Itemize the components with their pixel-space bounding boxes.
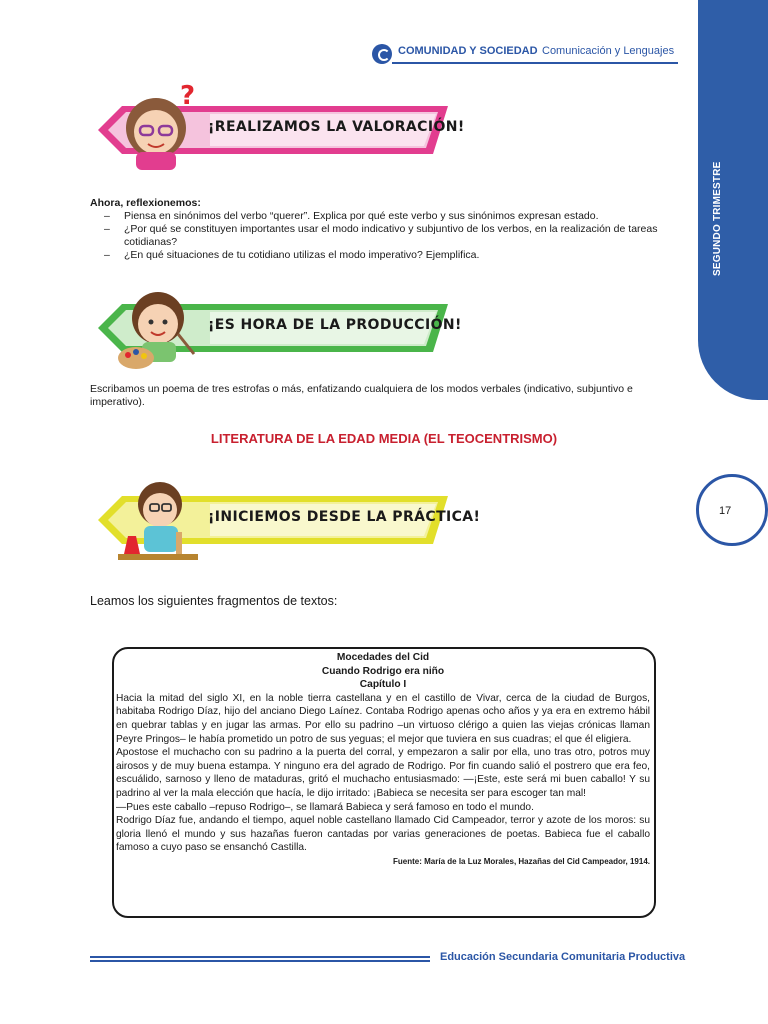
- banner-title-practica: ¡INICIEMOS DESDE LA PRÁCTICA!: [208, 509, 481, 525]
- list-item: – Piensa en sinónimos del verbo “querer”. Explica por qué este verbo y sus sinónimos expresan estado.: [104, 210, 684, 223]
- banner-practica: [90, 482, 481, 552]
- banner-title-valoracion: ¡REALIZAMOS LA VALORACIÓN!: [208, 119, 465, 135]
- banner-valoracion: [90, 84, 465, 162]
- trimester-tab: [698, 0, 768, 400]
- reading-content: [116, 651, 650, 868]
- reading-paragraph: Apostose el muchacho con su padrino a la puerta del corral, y empezaron a salir por ella, uno tras otro, potros muy airosos y de muy buena estampa. Y ninguno era del agrado de Rodrigo. Por fin cuando salió el postrero que era feo, escuálido, sarnoso y lleno de mataduras, gritó el muchacho entusiasmado: —¡Este, este será mi buen caballo! Y su padrino al ver la mala elección que hacía, le dijo irritado: ¡Babieca se necesita ser para escoger tan mal!: [116, 747, 650, 799]
- section-heading: LITERATURA DE LA EDAD MEDIA (EL TEOCENTRISMO): [210, 431, 558, 446]
- reading-subtitle: Cuando Rodrigo era niño: [321, 665, 445, 677]
- page-number: 17: [719, 505, 732, 517]
- girl-thinking-icon: [114, 84, 204, 172]
- header-subject: Comunicación y Lenguajes: [542, 45, 675, 57]
- reading-source: Fuente: María de la Luz Morales, Hazañas del Cid Campeador, 1914.: [393, 856, 650, 866]
- footer-text: Educación Secundaria Comunitaria Productiva: [440, 951, 686, 963]
- reading-paragraph: Hacia la mitad del siglo XI, en la noble tierra castellana y en el castillo de Vivar, cerca de la ciudad de Burgos, habitaba Rodrigo Díaz, hijo del anciano Diego Laínez. Contaba Rodrigo apenas ocho años y ya era en extremo hábil en quebrar tablas y en jugar las armas. Por ello su padrino –un virtuoso clérigo a quien las viejas crónicas llaman Peyre Pringos– le había prometido un potro de sus yeguas; el mejor que tuviera en sus cuadras; el que él eligiera.: [116, 692, 650, 745]
- header-divider: [392, 62, 678, 64]
- reflect-list: [104, 210, 684, 262]
- svg-text:?: ?: [180, 84, 196, 111]
- page-number-badge: [696, 474, 768, 546]
- page-header: [372, 42, 678, 66]
- reflect-title: Ahora, reflexionemos:: [90, 197, 201, 209]
- reading-title: Mocedades del Cid: [336, 652, 430, 663]
- list-item: – ¿Por qué se constituyen importantes usar el modo indicativo y subjuntivo de los verbos, en la realización de tareas cotidianas?: [104, 223, 684, 249]
- reading-paragraph: —Pues este caballo –repuso Rodrigo–, se llamará Babieca y será famoso en todo el mundo.: [116, 801, 534, 813]
- reading-paragraph: Rodrigo Díaz fue, andando el tiempo, aquel noble castellano llamado Cid Campeador, terror y azote de los moros: su gloria llenó el mundo y sus hazañas fueron cantadas por varias generaciones de poetas. Babieca fue el caballo famoso a cuyo paso se ensanchó Castilla.: [116, 815, 650, 854]
- banner-title-produccion: ¡ES HORA DE LA PRODUCCIÓN!: [208, 317, 462, 333]
- banner-produccion: [90, 290, 462, 360]
- boy-scientist-icon: [114, 474, 204, 562]
- boy-painter-icon: [114, 282, 204, 370]
- header-area: COMUNIDAD Y SOCIEDAD: [398, 45, 538, 57]
- reading-box: [112, 647, 656, 918]
- community-logo-icon: [372, 44, 392, 64]
- trimester-label: SEGUNDO TRIMESTRE: [712, 161, 723, 276]
- footer-divider: [90, 956, 430, 964]
- reading-intro: Leamos los siguientes fragmentos de textos:: [90, 594, 338, 608]
- production-instruction: Escribamos un poema de tres estrofas o más, enfatizando cualquiera de los modos verbales (indicativo, subjuntivo e imperativo).: [90, 383, 633, 408]
- list-item: – ¿En qué situaciones de tu cotidiano utilizas el modo imperativo? Ejemplifica.: [104, 249, 684, 262]
- reading-chapter: Capítulo I: [359, 679, 407, 691]
